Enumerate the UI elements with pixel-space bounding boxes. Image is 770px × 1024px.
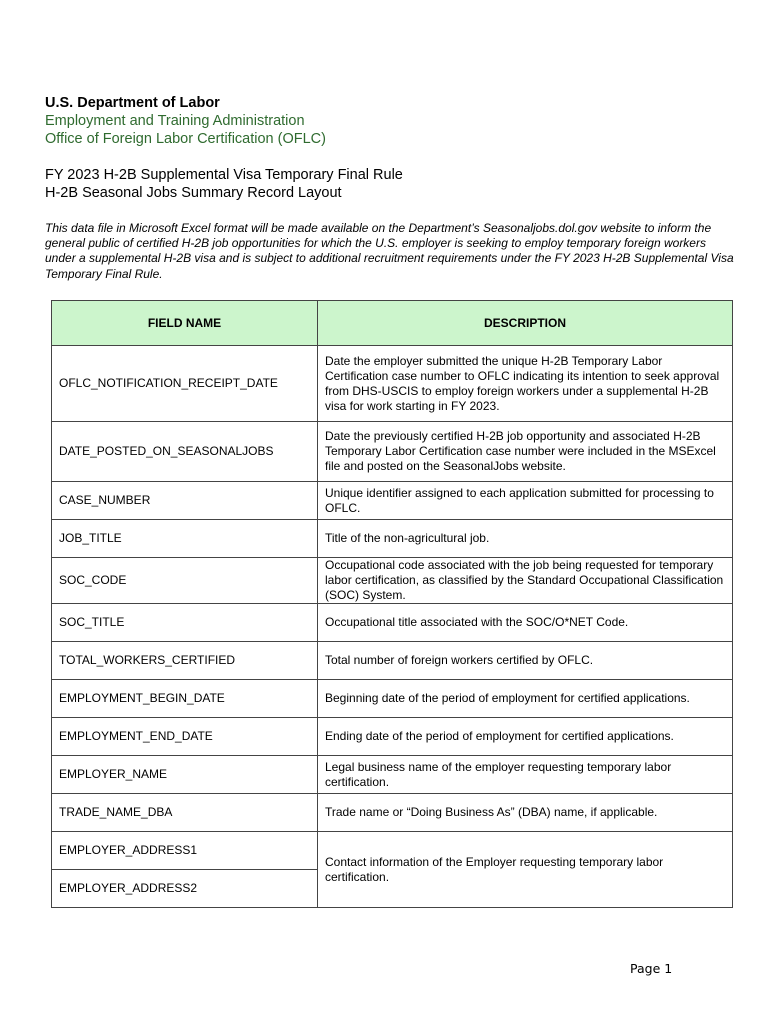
table-row	[52, 346, 733, 422]
field-name-cell: OFLC_NOTIFICATION_RECEIPT_DATE	[52, 346, 318, 422]
field-name-cell: EMPLOYMENT_BEGIN_DATE	[52, 680, 318, 718]
field-name-cell: EMPLOYER_ADDRESS1	[52, 832, 318, 870]
table-row	[52, 482, 733, 520]
field-name-cell: TOTAL_WORKERS_CERTIFIED	[52, 642, 318, 680]
description-cell: Ending date of the period of employment for certified applications.	[318, 718, 733, 756]
field-name-cell: EMPLOYER_ADDRESS2	[52, 870, 318, 908]
layout-title: H-2B Seasonal Jobs Summary Record Layout	[45, 185, 342, 201]
field-name-cell: TRADE_NAME_DBA	[52, 794, 318, 832]
description-cell: Unique identifier assigned to each application submitted for processing to OFLC.	[318, 482, 733, 520]
field-name-cell: SOC_CODE	[52, 558, 318, 604]
office-name: Office of Foreign Labor Certification (OFLC)	[45, 131, 326, 147]
description-cell: Occupational title associated with the SOC/O*NET Code.	[318, 604, 733, 642]
table-row	[52, 604, 733, 642]
table-row	[52, 422, 733, 482]
field-name-cell: EMPLOYMENT_END_DATE	[52, 718, 318, 756]
table-row	[52, 558, 733, 604]
rule-title: FY 2023 H-2B Supplemental Visa Temporary Final Rule	[45, 167, 403, 183]
description-header: DESCRIPTION	[318, 301, 733, 346]
field-name-cell: EMPLOYER_NAME	[52, 756, 318, 794]
field-name-cell: JOB_TITLE	[52, 520, 318, 558]
field-name-cell: CASE_NUMBER	[52, 482, 318, 520]
table-row	[52, 794, 733, 832]
table-row	[52, 756, 733, 794]
administration-name: Employment and Training Administration	[45, 113, 305, 129]
table-row	[52, 718, 733, 756]
description-cell: Trade name or “Doing Business As” (DBA) name, if applicable.	[318, 794, 733, 832]
record-layout-table	[51, 300, 733, 908]
description-cell: Legal business name of the employer requesting temporary labor certification.	[318, 756, 733, 794]
page-number: Page 1	[630, 961, 673, 976]
description-cell: Total number of foreign workers certified by OFLC.	[318, 642, 733, 680]
description-cell: Contact information of the Employer requesting temporary labor certification.	[318, 832, 733, 908]
field-name-cell: SOC_TITLE	[52, 604, 318, 642]
table-row	[52, 520, 733, 558]
field-name-header: FIELD NAME	[52, 301, 318, 346]
field-name-cell: DATE_POSTED_ON_SEASONALJOBS	[52, 422, 318, 482]
description-cell: Occupational code associated with the job being requested for temporary labor certification, as classified by the Standard Occupational Classification (SOC) System.	[318, 558, 733, 604]
table-row	[52, 642, 733, 680]
document-header	[45, 94, 735, 202]
table-header-row	[52, 301, 733, 346]
description-cell: Title of the non-agricultural job.	[318, 520, 733, 558]
description-cell: Beginning date of the period of employment for certified applications.	[318, 680, 733, 718]
description-cell: Date the employer submitted the unique H-2B Temporary Labor Certification case number to OFLC indicating its intention to seek approval from DHS-USCIS to employ foreign workers under a supplemental H-2B visa for work starting in FY 2023.	[318, 346, 733, 422]
table-row	[52, 680, 733, 718]
table-row	[52, 832, 733, 870]
intro-paragraph: This data file in Microsoft Excel format will be made available on the Department’s Seasonaljobs.dol.gov website to inform the general public of certified H-2B job opportunities for which the U.S. employer is seeking to employ temporary foreign workers under a supplemental H-2B visa and is subject to additional recruitment requirements under the FY 2023 H-2B Supplemental Visa Temporary Final Rule.	[45, 221, 734, 281]
agency-name: U.S. Department of Labor	[45, 95, 220, 111]
description-cell: Date the previously certified H-2B job opportunity and associated H-2B Temporary Labor Certification case number were included in the MSExcel file and posted on the SeasonalJobs website.	[318, 422, 733, 482]
